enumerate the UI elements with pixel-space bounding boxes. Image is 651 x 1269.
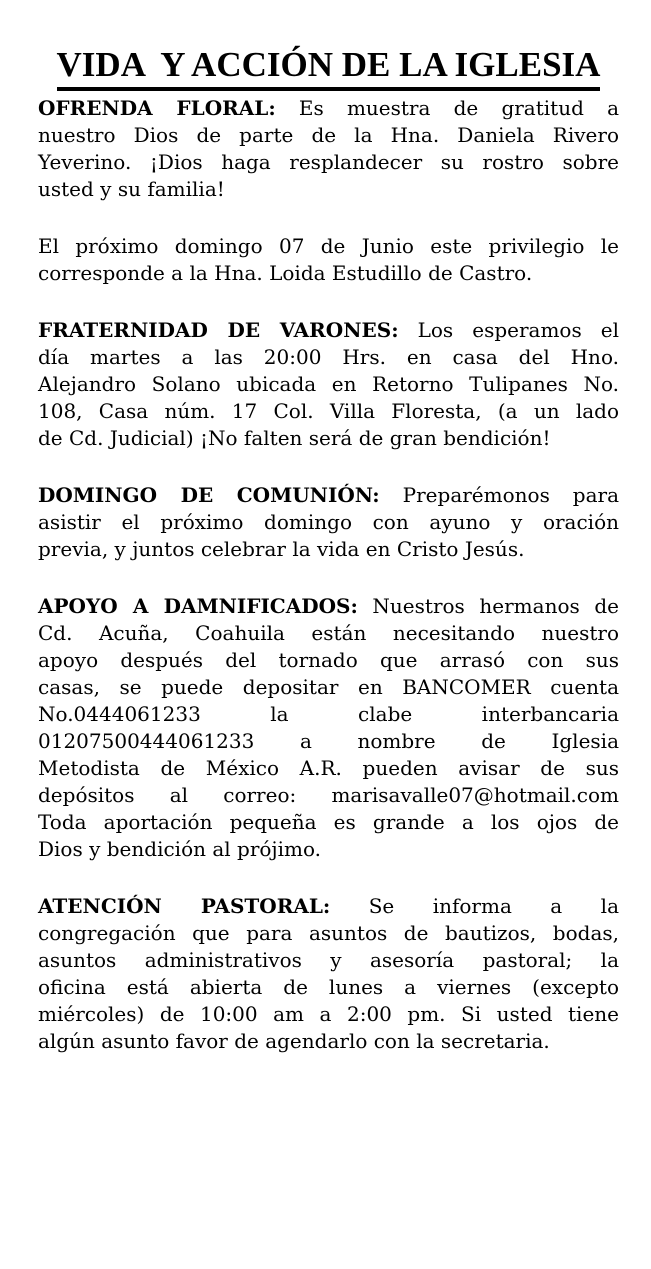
text-line: usted y su familia!: [38, 177, 225, 201]
text-line: corresponde a la Hna. Loida Estudillo de Castro.: [38, 261, 533, 285]
document-body: [38, 95, 619, 1055]
section-domingo-de-comunion: [38, 482, 619, 563]
text-line: oficina está abierta de lunes a viernes (excepto: [38, 975, 619, 999]
text-line: algún asunto favor de agendarlo con la secretaria.: [38, 1029, 550, 1053]
text-line: de Cd. Judicial) ¡No falten será de gran bendición!: [38, 426, 551, 450]
text-line: Alejandro Solano ubicada en Retorno Tulipanes No.: [38, 372, 619, 396]
text-line: Dios y bendición al prójimo.: [38, 837, 322, 861]
text-line: apoyo después del tornado que arrasó con sus: [38, 648, 619, 672]
page-title: [38, 44, 619, 91]
text-line: DOMINGO DE COMUNIÓN: Preparémonos para: [38, 483, 619, 507]
text-line: Metodista de México A.R. pueden avisar de sus: [38, 756, 619, 780]
text-line: asuntos administrativos y asesoría pastoral; la: [38, 948, 619, 972]
text-line: depósitos al correo: marisavalle07@hotmail.com: [38, 783, 619, 807]
text-line: asistir el próximo domingo con ayuno y oración: [38, 510, 619, 534]
document-content: [38, 44, 619, 1055]
text-line: 108, Casa núm. 17 Col. Villa Floresta, (a un lado: [38, 399, 619, 423]
text-line: APOYO A DAMNIFICADOS: Nuestros hermanos de: [38, 594, 619, 618]
section-ofrenda-floral: [38, 95, 619, 203]
section-heading: DOMINGO DE COMUNIÓN:: [38, 483, 380, 507]
section-heading: FRATERNIDAD DE VARONES:: [38, 318, 399, 342]
section-heading: ATENCIÓN PASTORAL:: [38, 894, 331, 918]
text-line: Cd. Acuña, Coahuila están necesitando nuestro: [38, 621, 619, 645]
text-line: nuestro Dios de parte de la Hna. Daniela Rivero: [38, 123, 619, 147]
text-line: casas, se puede depositar en BANCOMER cuenta: [38, 675, 619, 699]
text-line: El próximo domingo 07 de Junio este privilegio le: [38, 234, 619, 258]
section-heading: APOYO A DAMNIFICADOS:: [38, 594, 358, 618]
text-line: OFRENDA FLORAL: Es muestra de gratitud a: [38, 96, 620, 120]
section-apoyo-a-damnificados: [38, 593, 619, 863]
text-line: congregación que para asuntos de bautizos, bodas,: [38, 921, 619, 945]
section-fraternidad-de-varones: [38, 317, 619, 452]
text-line: día martes a las 20:00 Hrs. en casa del Hno.: [38, 345, 619, 369]
page-title-text: VIDA Y ACCIÓN DE LA IGLESIA: [57, 44, 601, 91]
section-ofrenda-floral-proximo-domingo: [38, 233, 619, 287]
text-line: FRATERNIDAD DE VARONES: Los esperamos el: [38, 318, 619, 342]
section-heading: OFRENDA FLORAL:: [38, 96, 276, 120]
text-line: Yeverino. ¡Dios haga resplandecer su rostro sobre: [38, 150, 619, 174]
text-line: miércoles) de 10:00 am a 2:00 pm. Si usted tiene: [38, 1002, 619, 1026]
text-line: No.0444061233 la clabe interbancaria: [38, 702, 619, 726]
text-line: Toda aportación pequeña es grande a los ojos de: [38, 810, 619, 834]
text-line: ATENCIÓN PASTORAL: Se informa a la: [38, 894, 619, 918]
text-line: 01207500444061233 a nombre de Iglesia: [38, 729, 619, 753]
section-atencion-pastoral: [38, 893, 619, 1055]
text-line: previa, y juntos celebrar la vida en Cristo Jesús.: [38, 537, 525, 561]
